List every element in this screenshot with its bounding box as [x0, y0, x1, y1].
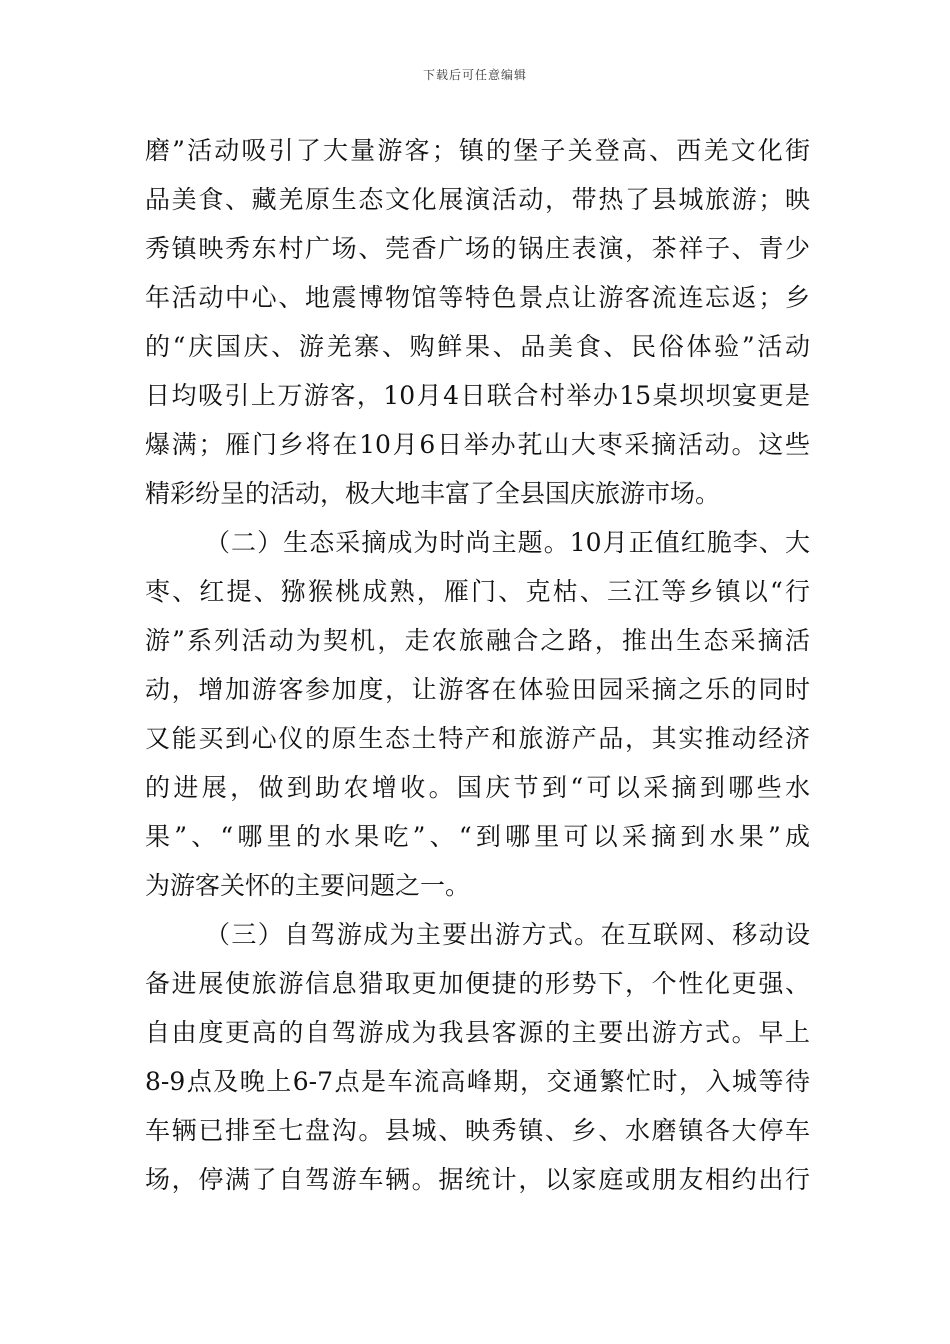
text-line: 精彩纷呈的活动，极大地丰富了全县国庆旅游市场。 — [145, 479, 721, 508]
text-line: 年活动中心、地震博物馆等特色景点让游客流连忘返；乡 — [145, 283, 810, 312]
text-line: 游”系列活动为契机，走农旅融合之路，推出生态采摘活 — [145, 626, 810, 655]
text-line: 场，停满了自驾游车辆。据统计，以家庭或朋友相约出行 — [145, 1165, 810, 1194]
paragraph-3 — [145, 910, 810, 1204]
text-line: 品美食、藏羌原生态文化展演活动，带热了县城旅游；映 — [145, 185, 810, 214]
text-line: 备进展使旅游信息猎取更加便捷的形势下，个性化更强、 — [145, 969, 810, 998]
body-text — [145, 126, 810, 1204]
text-line: 的“庆国庆、游羌寨、购鲜果、品美食、民俗体验”活动 — [145, 332, 810, 361]
text-line: 为游客关怀的主要问题之一。 — [145, 871, 471, 900]
text-line: 果”、“哪里的水果吃”、“到哪里可以采摘到水果”成 — [145, 822, 810, 851]
text-line: 车辆已排至七盘沟。县城、映秀镇、乡、水磨镇各大停车 — [145, 1116, 810, 1145]
text-line: 自由度更高的自驾游成为我县客源的主要出游方式。早上 — [145, 1018, 810, 1047]
text-line: 的进展，做到助农增收。国庆节到“可以采摘到哪些水 — [145, 773, 810, 802]
text-line: 动，增加游客参加度，让游客在体验田园采摘之乐的同时 — [145, 675, 810, 704]
header-note: 下载后可任意编辑 — [422, 68, 527, 82]
text-line: 又能买到心仪的原生态土特产和旅游产品，其实推动经济 — [145, 724, 810, 753]
text-line: 秀镇映秀东村广场、莞香广场的锅庄表演，茶祥子、青少 — [145, 234, 810, 263]
text-line: 8-9点及晚上6-7点是车流高峰期，交通繁忙时，入城等待 — [145, 1067, 810, 1096]
text-line: （三）自驾游成为主要出游方式。在互联网、移动设 — [205, 920, 810, 949]
text-line: （二）生态采摘成为时尚主题。10月正值红脆李、大 — [205, 528, 810, 557]
text-line: 磨”活动吸引了大量游客；镇的堡子关登高、西羌文化街 — [145, 136, 810, 165]
paragraph-2 — [145, 518, 810, 910]
paragraph-1 — [145, 126, 810, 518]
text-line: 日均吸引上万游客，10月4日联合村举办15桌坝坝宴更是 — [145, 381, 810, 410]
text-line: 爆满；雁门乡将在10月6日举办芤山大枣采摘活动。这些 — [145, 430, 810, 459]
text-line: 枣、红提、猕猴桃成熟，雁门、克枯、三江等乡镇以“行 — [145, 577, 810, 606]
